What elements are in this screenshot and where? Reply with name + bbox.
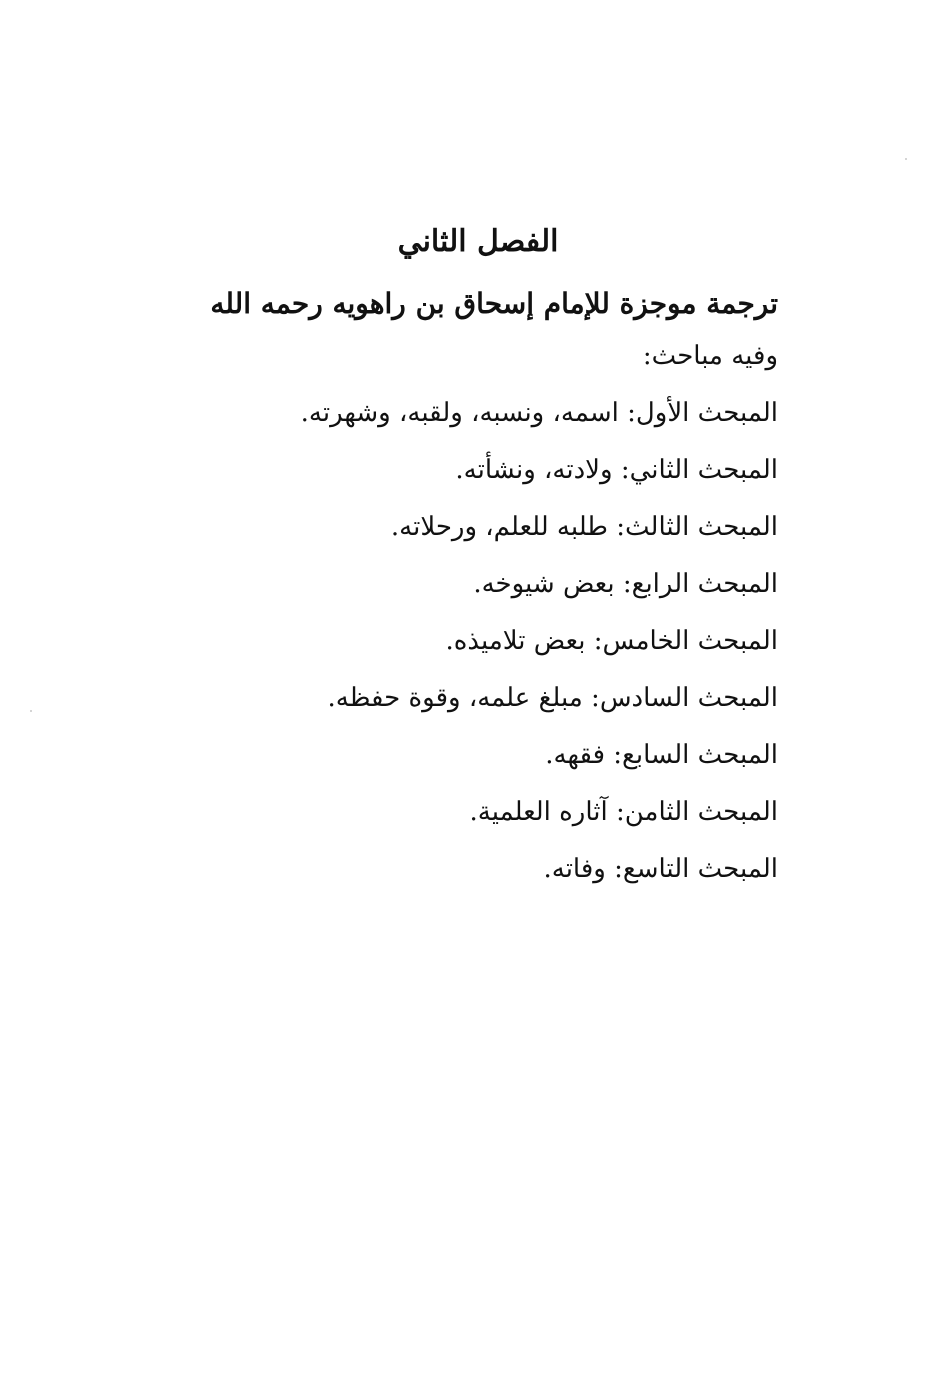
section-item-2: المبحث الثاني: ولادته، ونشأته. [455, 455, 778, 485]
section-item-7: المبحث السابع: فقهه. [545, 740, 778, 770]
section-item-3: المبحث الثالث: طلبه للعلم، ورحلاته. [390, 512, 778, 542]
sections-intro: وفيه مباحث: [642, 341, 778, 371]
chapter-subtitle: ترجمة موجزة للإمام إسحاق بن راهويه رحمه الله [210, 287, 778, 320]
scan-speck [30, 710, 32, 712]
section-item-5: المبحث الخامس: بعض تلاميذه. [445, 626, 778, 656]
section-item-4: المبحث الرابع: بعض شيوخه. [473, 569, 778, 599]
section-item-1: المبحث الأول: اسمه، ونسبه، ولقبه، وشهرته. [300, 398, 778, 428]
section-item-9: المبحث التاسع: وفاته. [543, 854, 778, 884]
page-content [150, 222, 778, 906]
chapter-title: الفصل الثاني [397, 224, 559, 259]
scan-speck [905, 158, 907, 160]
section-item-8: المبحث الثامن: آثاره العلمية. [469, 797, 778, 827]
section-item-6: المبحث السادس: مبلغ علمه، وقوة حفظه. [327, 683, 778, 713]
section-list [150, 393, 778, 889]
